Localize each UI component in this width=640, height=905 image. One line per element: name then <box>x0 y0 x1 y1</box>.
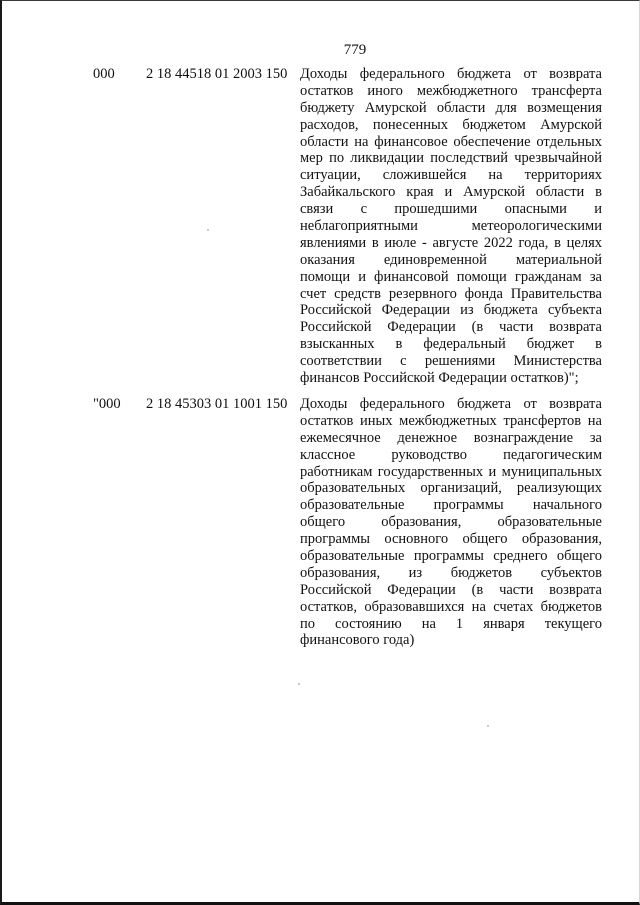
entry-description <box>300 396 602 649</box>
description-line: финансов Российской Федерации остатков)"; <box>300 370 579 387</box>
description-line: неблагоприятными метеорологическими <box>300 218 602 235</box>
description-line: программы основного общего образования, <box>300 531 602 548</box>
budget-classification-code: 2 18 44518 01 2003 150 <box>146 66 288 82</box>
description-line: Доходы федерального бюджета от возврата <box>300 396 602 412</box>
description-line: образовательные программы среднего общего <box>300 548 602 565</box>
description-line: Забайкальского края и Амурской области в <box>300 184 602 201</box>
description-line: работникам государственных и муниципальных <box>300 463 602 480</box>
description-line: связи с прошедшими опасными и <box>300 201 602 218</box>
description-line: оказания единовременной материальной <box>300 251 602 268</box>
description-line: соответствии с решениями Министерства <box>300 353 602 370</box>
description-line: общего образования, образовательные <box>300 514 602 531</box>
description-line: ситуации, сложившейся на территориях <box>300 167 602 184</box>
description-line: остатков, образовавшихся на счетах бюджетов <box>300 598 602 615</box>
scan-speck <box>207 229 209 231</box>
scan-speck <box>487 725 489 727</box>
description-line: бюджету Амурской области для возмещения <box>300 99 602 116</box>
description-line: Доходы федерального бюджета от возврата <box>300 66 602 82</box>
description-line: расходов, понесенных бюджетом Амурской <box>300 116 602 133</box>
description-line: счет средств резервного фонда Правительства <box>300 285 602 302</box>
page-number: 779 <box>343 42 367 58</box>
entry-description <box>300 66 602 387</box>
description-line: классное руководство педагогическим <box>300 446 602 463</box>
description-line: ежемесячное денежное вознаграждение за <box>300 429 602 446</box>
description-line: остатков иного межбюджетного трансферта <box>300 82 602 99</box>
description-line: Российской Федерации из бюджета субъекта <box>300 302 602 319</box>
description-line: образовательные программы начального <box>300 497 602 514</box>
admin-code: "000 <box>93 396 121 412</box>
description-line: финансового года) <box>300 632 415 649</box>
description-line: Российской Федерации (в части возврата <box>300 319 602 336</box>
description-line: Российской Федерации (в части возврата <box>300 581 602 598</box>
description-line: явлениями в июле - августе 2022 года, в целях <box>300 234 602 251</box>
description-line: образовательных организаций, реализующих <box>300 480 602 497</box>
description-line: области на финансовое обеспечение отдельных <box>300 133 602 150</box>
scan-speck <box>298 683 300 685</box>
description-line: мер по ликвидации последствий чрезвычайной <box>300 150 602 167</box>
description-line: взысканных в федеральный бюджет в <box>300 336 602 353</box>
budget-classification-code: 2 18 45303 01 1001 150 <box>146 396 288 412</box>
description-line: помощи и финансовой помощи гражданам за <box>300 268 602 285</box>
description-line: остатков иных межбюджетных трансфертов на <box>300 412 602 429</box>
description-line: образования, из бюджетов субъектов <box>300 564 602 581</box>
admin-code: 000 <box>93 66 115 82</box>
description-line: по состоянию на 1 января текущего <box>300 615 602 632</box>
